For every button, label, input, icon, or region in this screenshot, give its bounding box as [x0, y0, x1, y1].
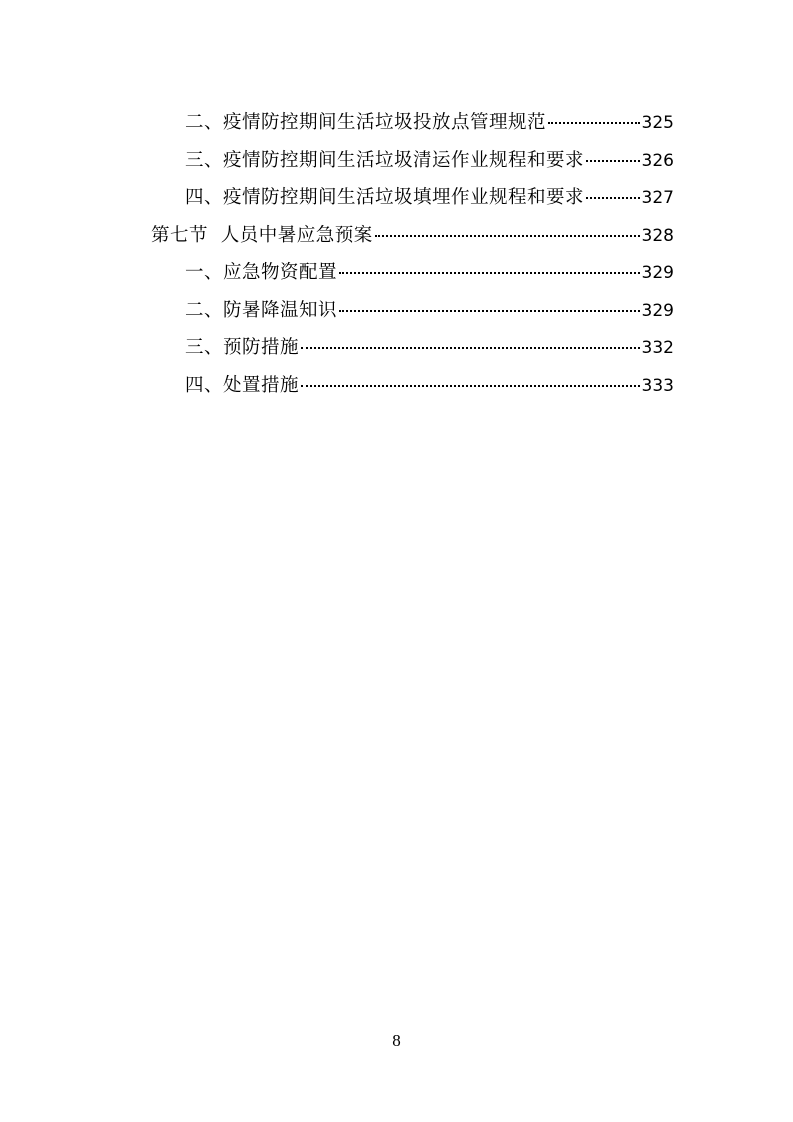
page-number: 8	[392, 1031, 401, 1050]
toc-entry-title: 三、疫情防控期间生活垃圾清运作业规程和要求	[185, 149, 585, 171]
toc-entry-title: 二、防暑降温知识	[185, 299, 338, 321]
toc-entry-title: 三、预防措施	[185, 337, 300, 358]
toc-entry[interactable]	[151, 142, 674, 180]
toc-entry-title: 一、应急物资配置	[185, 262, 338, 283]
toc-dot-leader	[586, 197, 640, 199]
toc-dot-leader	[339, 272, 640, 274]
toc-entry-page: 328	[641, 225, 674, 246]
toc-entry-page: 333	[641, 375, 674, 396]
toc-entry-page: 326	[641, 150, 674, 171]
toc-entry[interactable]	[151, 367, 674, 405]
toc-entry[interactable]	[151, 292, 674, 330]
toc-entry-page: 329	[641, 263, 674, 283]
toc-entry-title: 第七节 人员中暑应急预案	[151, 224, 373, 246]
toc-entry-page: 329	[641, 300, 674, 321]
toc-entry-page: 332	[641, 338, 674, 358]
table-of-contents	[151, 104, 674, 404]
toc-dot-leader	[586, 160, 640, 162]
toc-dot-leader	[548, 122, 640, 124]
toc-entry-title: 四、处置措施	[185, 374, 300, 396]
toc-entry[interactable]	[151, 254, 674, 292]
toc-dot-leader	[375, 235, 640, 237]
toc-entry-page: 327	[641, 188, 674, 208]
toc-entry-title: 四、疫情防控期间生活垃圾填埋作业规程和要求	[185, 187, 585, 208]
toc-section-entry[interactable]	[151, 217, 674, 255]
toc-entry-page: 325	[641, 113, 674, 133]
toc-entry[interactable]	[151, 104, 674, 142]
toc-entry-title: 二、疫情防控期间生活垃圾投放点管理规范	[185, 112, 547, 133]
toc-entry[interactable]	[151, 329, 674, 367]
toc-dot-leader	[301, 347, 640, 349]
toc-dot-leader	[301, 385, 640, 387]
toc-entry[interactable]	[151, 179, 674, 217]
toc-dot-leader	[339, 310, 640, 312]
